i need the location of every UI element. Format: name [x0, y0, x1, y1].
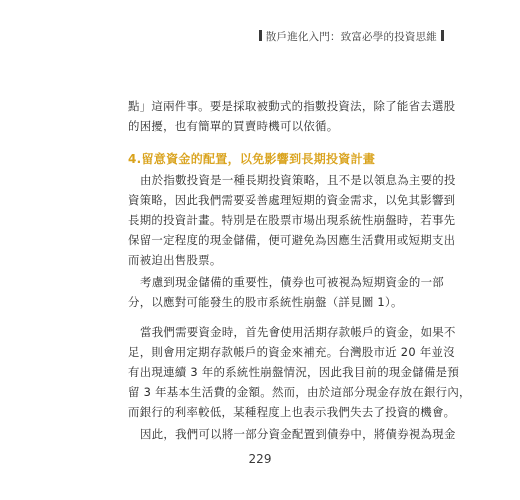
paragraph-index-strategy	[128, 170, 456, 270]
text-line: 由於指數投資是一種長期投資策略，且不是以領息為主要的投	[140, 173, 456, 187]
text-line: 長期的投資計畫。特別是在股票市場出現系統性崩盤時，若事先	[128, 213, 456, 227]
text-line: 的困擾，也有簡單的買賣時機可以依循。	[128, 119, 339, 133]
text-line: 點」這兩件事。要是採取被動式的指數投資法，除了能省去選股	[128, 99, 456, 113]
paragraph-cash-reserve	[128, 272, 444, 312]
text-line: 因此，我們可以將一部分資金配置到債券中，將債券視為現金	[140, 427, 456, 441]
text-line: 保留一定程度的現金儲備，便可避免為因應生活費用或短期支出	[128, 233, 456, 247]
paragraph-continuation	[128, 96, 456, 136]
text-line: 資策略，因此我們需要妥善處理短期的資金需求，以免其影響到	[128, 193, 456, 207]
page-number: 229	[248, 452, 272, 466]
text-line: 考慮到現金儲備的重要性，債券也可被視為短期資金的一部	[140, 275, 444, 289]
running-title: 散戶進化入門：致富必學的投資思維	[265, 31, 437, 43]
running-header	[259, 29, 444, 44]
text-line: 分，以應對可能發生的股市系統性崩盤（詳見圖 1）。	[128, 295, 403, 309]
header-bar-right	[441, 30, 444, 41]
text-line: 而銀行的利率較低，某種程度上也表示我們失去了投資的機會。	[128, 405, 456, 419]
text-line: 足，則會用定期存款帳戶的資金來補充。台灣股市近 20 年並沒	[128, 345, 455, 359]
header-bar-left	[259, 30, 262, 41]
text-line: 而被迫出售股票。	[128, 253, 222, 267]
section-heading: 4.留意資金的配置，以免影響到長期投資計畫	[128, 152, 376, 166]
paragraph-bonds	[128, 424, 456, 444]
text-line: 有出現連續 3 年的系統性崩盤情況，因此我目前的現金儲備是預	[128, 365, 460, 379]
paragraph-funding-order	[128, 322, 471, 422]
text-line: 當我們需要資金時，首先會使用活期存款帳戶的資金，如果不	[140, 325, 456, 339]
text-line: 留 3 年基本生活費的金額。然而，由於這部分現金存放在銀行內，	[128, 385, 471, 399]
